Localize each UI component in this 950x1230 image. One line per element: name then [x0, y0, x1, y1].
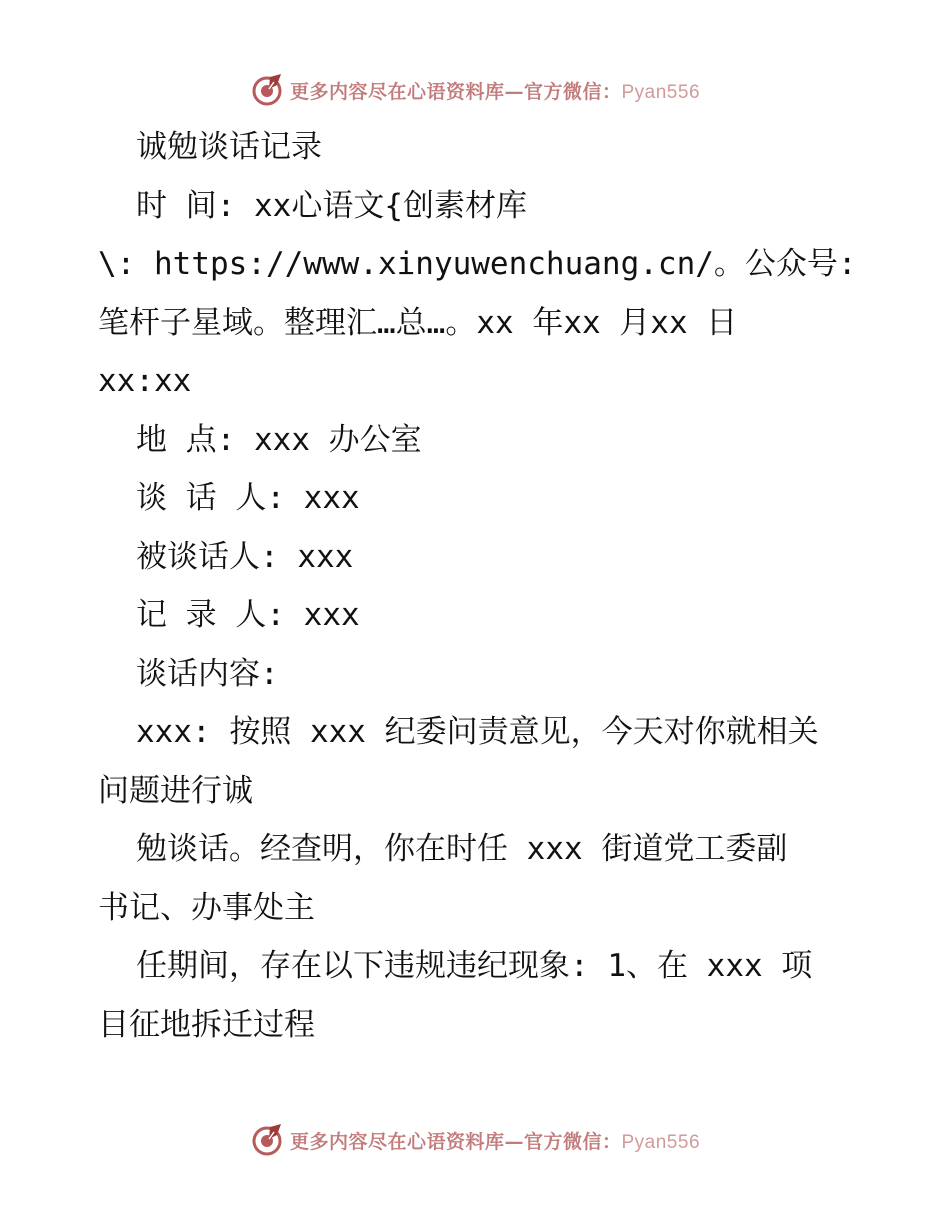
header-watermark-account: Pyan556: [621, 81, 701, 103]
document-line: 目征地拆迁过程: [98, 1006, 315, 1043]
footer-watermark-label: 更多内容尽在心语资料库—官方微信：: [289, 1130, 622, 1153]
document-line: 勉谈话。经查明，你在时任 xxx 街道党工委副: [136, 831, 788, 867]
document-line: 问题进行诚: [98, 772, 253, 809]
document-line: 被谈话人: xxx: [136, 538, 354, 575]
document-line: 笔杆子星域。整理汇…总…。xx 年xx 月xx 日: [98, 304, 738, 341]
footer-watermark-text: [290, 1127, 700, 1154]
header-watermark-banner: [0, 70, 950, 110]
document-line: 记 录 人: xxx: [136, 597, 360, 633]
footer-watermark-content: [250, 1123, 700, 1157]
document-line: 时 间: xx心语文{创素材库: [136, 187, 527, 224]
footer-watermark-banner: [0, 1120, 950, 1160]
document-line: 任期间，存在以下违规违纪现象: 1、在 xxx 项: [136, 948, 813, 984]
document-line: 诚勉谈话记录: [136, 129, 322, 165]
document-line: 书记、办事处主: [98, 889, 315, 926]
document-line: 谈话内容:: [136, 655, 279, 692]
header-watermark-content: [250, 73, 700, 107]
footer-watermark-account: Pyan556: [621, 1131, 701, 1153]
quill-pen-seal-icon: [250, 73, 284, 107]
document-line: \: https://www.xinyuwenchuang.cn/。公众号:: [98, 246, 857, 282]
document-line: 地 点: xxx 办公室: [136, 421, 422, 458]
header-watermark-label: 更多内容尽在心语资料库—官方微信：: [289, 80, 622, 103]
document-line: xxx: 按照 xxx 纪委问责意见，今天对你就相关: [136, 714, 819, 750]
document-line: 谈 话 人: xxx: [136, 480, 360, 516]
document-line: xx:xx: [98, 363, 192, 399]
quill-pen-seal-icon: [250, 1123, 284, 1157]
header-watermark-text: [290, 77, 700, 104]
document-body: [98, 118, 868, 1054]
